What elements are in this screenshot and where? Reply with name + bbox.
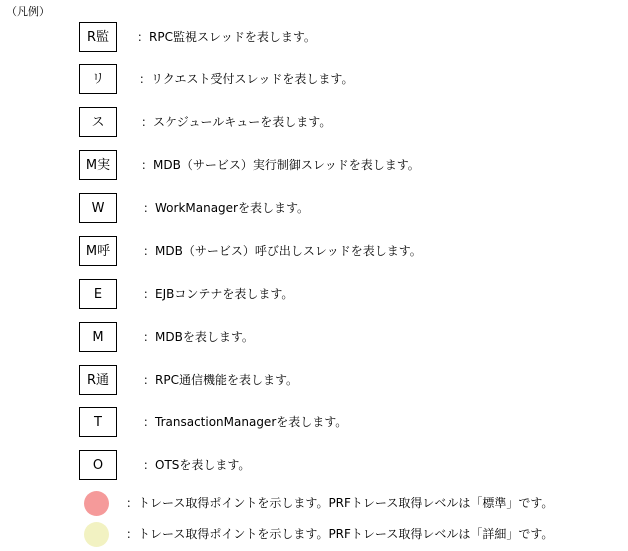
legend-symbol-box: W <box>79 193 117 223</box>
legend-symbol-box: M呼 <box>79 236 117 266</box>
legend-symbol-box: E <box>79 279 117 309</box>
legend-description: ：EJBコンテナを表します。 <box>143 287 294 301</box>
legend-symbol-box: R通 <box>79 365 117 395</box>
legend-item-ots <box>0 450 628 482</box>
legend-title: （凡例） <box>6 5 50 18</box>
legend-description: ：スケジュールキューを表します。 <box>141 115 332 129</box>
legend-symbol-box: M実 <box>79 150 117 180</box>
legend-description: ：TransactionManagerを表します。 <box>143 415 348 429</box>
legend-symbol-box: ス <box>79 107 117 137</box>
legend-symbol-box: O <box>79 450 117 480</box>
legend-item-trace-standard <box>0 491 628 517</box>
legend-description: ：OTSを表します。 <box>143 458 251 472</box>
legend-item-mdb <box>0 322 628 354</box>
legend-description: ：トレース取得ポイントを示します。PRFトレース取得レベルは「標準」です。 <box>126 496 554 510</box>
legend-description: ：MDB（サービス）呼び出しスレッドを表します。 <box>143 244 422 258</box>
legend-description: ：WorkManagerを表します。 <box>143 201 310 215</box>
legend-symbol-box: R監 <box>79 22 117 52</box>
legend-description: ：MDB（サービス）実行制御スレッドを表します。 <box>141 158 420 172</box>
legend-item-mdb-invoke <box>0 236 628 268</box>
legend-item-transactionmanager <box>0 407 628 439</box>
legend-description: ：RPC通信機能を表します。 <box>143 373 298 387</box>
legend-item-rpc-communication <box>0 365 628 397</box>
legend-item-mdb-exec-control <box>0 150 628 182</box>
legend-description: ：リクエスト受付スレッドを表します。 <box>139 72 354 86</box>
legend-item-ejb-container <box>0 279 628 311</box>
legend-description: ：MDBを表します。 <box>143 330 254 344</box>
legend-item-workmanager <box>0 193 628 225</box>
legend-item-schedule-queue <box>0 107 628 139</box>
trace-point-standard-icon <box>84 491 109 516</box>
legend-item-trace-detail <box>0 522 628 548</box>
legend-description: ：RPC監視スレッドを表します。 <box>137 30 316 44</box>
legend-description: ：トレース取得ポイントを示します。PRFトレース取得レベルは「詳細」です。 <box>126 527 554 541</box>
trace-point-detail-icon <box>84 522 109 547</box>
legend-symbol-box: T <box>79 407 117 437</box>
legend-symbol-box: リ <box>79 64 117 94</box>
legend-item-request-receive <box>0 64 628 96</box>
legend-item-rpc-monitor <box>0 22 628 54</box>
legend-symbol-box: M <box>79 322 117 352</box>
